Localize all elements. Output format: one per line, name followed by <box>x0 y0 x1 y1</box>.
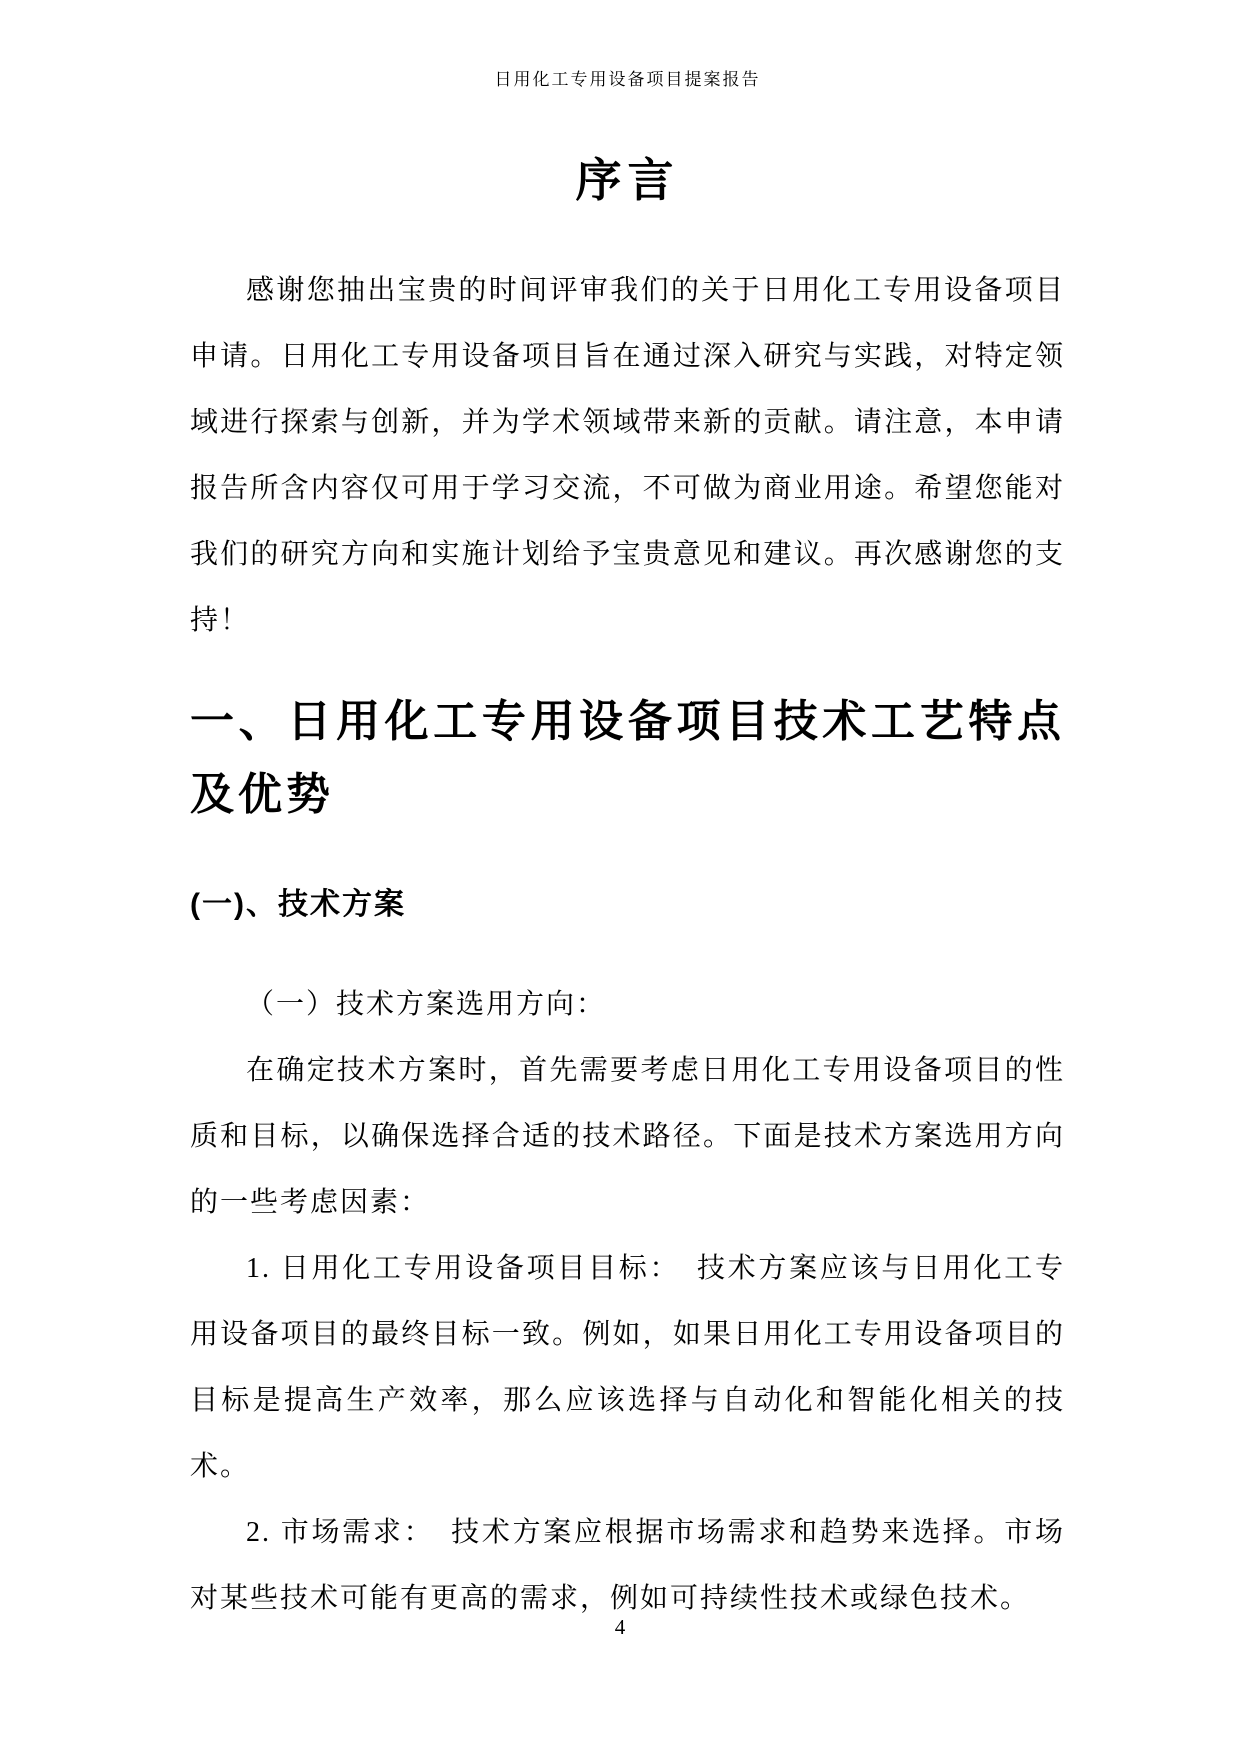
page-number: 4 <box>614 1615 626 1639</box>
paragraph-item-1-project-goal: 1. 日用化工专用设备项目目标： 技术方案应该与日用化工专用设备项目的最终目标一致。例如，如果日用化工专用设备项目的目标是提高生产效率，那么应该选择与自动化和智能化相关的技术。 <box>190 1253 1065 1482</box>
paragraph-item-2-market-demand: 2. 市场需求： 技术方案应根据市场需求和趋势来选择。市场对某些技术可能有更高的需求，例如可持续性技术或绿色技术。 <box>190 1517 1065 1614</box>
preface-title: 序言 <box>575 154 680 206</box>
chapter-heading: 一、日用化工专用设备项目技术工艺特点及优势 <box>190 697 1065 819</box>
document-header: 日用化工专用设备项目提案报告 <box>494 70 761 89</box>
paragraph-considerations-intro: 在确定技术方案时，首先需要考虑日用化工专用设备项目的性质和目标，以确保选择合适的技术路径。下面是技术方案选用方向的一些考虑因素： <box>190 1055 1065 1218</box>
preface-paragraph: 感谢您抽出宝贵的时间评审我们的关于日用化工专用设备项目申请。日用化工专用设备项目旨在通过深入研究与实践，对特定领域进行探索与创新，并为学术领域带来新的贡献。请注意，本申请报告所含内容仅可用于学习交流，不可做为商业用途。希望您能对我们的研究方向和实施计划给予宝贵意见和建议。再次感谢您的支持！ <box>190 275 1065 636</box>
subsection-heading: (一)、技术方案 <box>190 888 406 921</box>
paragraph-direction-label: （一）技术方案选用方向： <box>246 989 607 1020</box>
